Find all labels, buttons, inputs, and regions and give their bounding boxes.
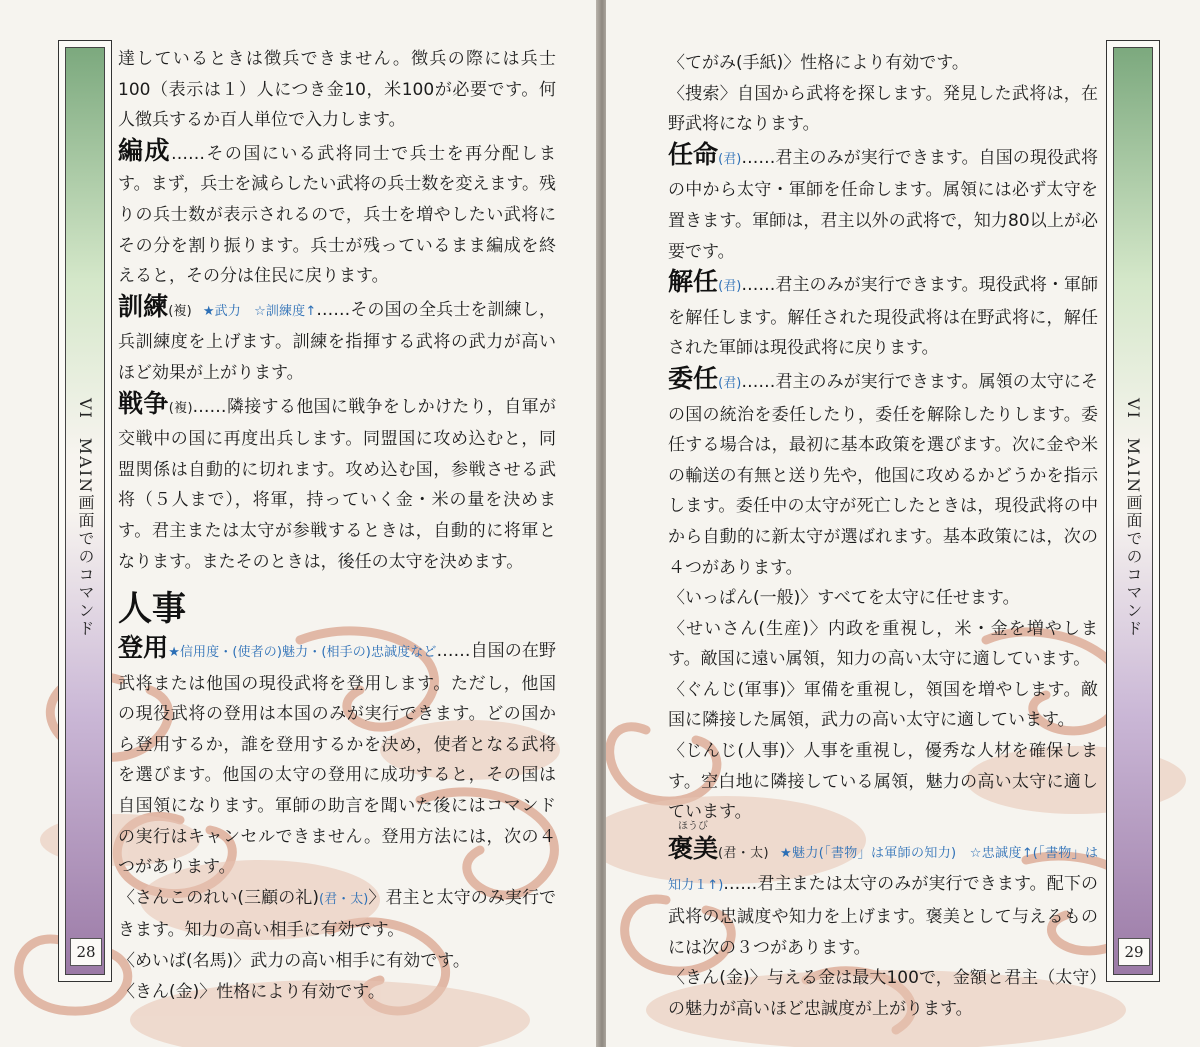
text-sankorei: 〉君主と太守のみ実行できます。知力の高い相手に有効です。 <box>118 887 557 941</box>
paragraph-hobi <box>668 820 1098 963</box>
text-hensei: ……その国にいる武将同士で兵士を再分配します。まず，兵士を減らしたい武将の兵士数を変えます。残りの兵士数が表示されるので，兵士を増やしたい武将にその分を割り振ります。兵士が残っているまま編成を終えると，その分は住民に戻ります。 <box>118 143 556 287</box>
paragraph-gunji: 〈ぐんじ(軍事)〉軍備を重視し，領国を増やします。敵国に隣接した属領，武力の高い太守に適しています。 <box>668 679 1098 731</box>
chapter-sidebar <box>1106 40 1160 982</box>
keyword-hobi: 褒美 <box>668 833 719 863</box>
paragraph-intro: 達しているときは徴兵できません。徴兵の際には兵士100（表示は１）人につき金10，米100が必要です。何人徴兵するか百人単位で入力します。 <box>118 49 556 131</box>
paragraph-ippan: 〈いっぱん(一般)〉すべてを太守に任せます。 <box>668 588 1020 609</box>
tag-senso: (複) <box>168 400 193 416</box>
tag-hobi: (君・太) <box>718 845 769 861</box>
paragraph-kin-left: 〈きん(金)〉性格により有効です。 <box>118 981 385 1002</box>
stat-hobi: ★魅力(「書物」は軍師の知力) ☆忠誠度↑(「書物」は知力１↑) <box>668 845 1098 894</box>
tag-ninmei: (君) <box>718 151 742 167</box>
furigana-hobi: ほうび <box>678 820 708 832</box>
keyword-hensei: 編成 <box>118 135 171 165</box>
label-sankorei: 〈さんこのれい(三顧の礼) <box>118 887 319 908</box>
right-body <box>668 48 1098 1024</box>
tag-inin: (君) <box>718 375 742 391</box>
keyword-inin: 委任 <box>668 363 719 393</box>
tag-kainin: (君) <box>718 279 742 295</box>
paragraph-kunren <box>118 292 556 389</box>
page-number: 28 <box>70 938 102 966</box>
paragraph-senso <box>118 389 556 578</box>
section-title: 人事 <box>118 589 186 630</box>
tag-kunren: (複) <box>168 303 192 319</box>
text-inin: ……君主のみが実行できます。属領の太守にその国の統治を委任したり，委任を解除したりします。委任する場合は，最初に基本政策を選びます。次に金や米の輸送の有無と送り先や，他国に攻めるかどうかを指示します。委任中の太守が死亡したときは，現役武将の中から自動的に新太守が選ばれます。基本政策には，次の４つがあります。 <box>668 371 1098 578</box>
paragraph-meiba: 〈めいば(名馬)〉武力の高い相手に有効です。 <box>118 951 470 972</box>
text-kainin: ……君主のみが実行できます。現役武将・軍師を解任します。解任された現役武将は在野武将に，解任された軍師は現役武将に戻ります。 <box>668 275 1098 359</box>
chapter-title: VI MAIN画面でのコマンド <box>1124 398 1143 639</box>
paragraph-kainin <box>668 267 1098 364</box>
tag-sankorei: (君・太) <box>318 891 369 907</box>
text-ninmei: ……君主のみが実行できます。自国の現役武将の中から太守・軍師を任命します。属領には必ず太守を置きます。軍師は，君主以外の武将で，知力80以上が必要です。 <box>668 147 1098 262</box>
stat-kunren: ★武力 ☆訓練度↑ <box>202 303 317 319</box>
ruby-hobi <box>668 820 719 868</box>
keyword-kainin: 解任 <box>668 267 719 297</box>
left-page <box>0 0 598 1047</box>
keyword-toyo: 登用 <box>118 633 169 663</box>
chapter-sidebar <box>58 40 112 982</box>
paragraph-seisan: 〈せいさん(生産)〉内政を重視し，米・金を増やします。敵国に遠い属領，知力の高い太守に適しています。 <box>668 618 1098 670</box>
text-hobi: ……君主または太守のみが実行できます。配下の武将の忠誠度や知力を上げます。褒美として与えるものには次の３つがあります。 <box>668 874 1098 958</box>
keyword-kunren: 訓練 <box>118 291 169 321</box>
chapter-bar <box>65 47 105 975</box>
paragraph-hensei <box>118 136 556 292</box>
paragraph-kin-right: 〈きん(金)〉与える金は最大100で，金額と君主（太守）の魅力が高いほど忠誠度が上がります。 <box>668 968 1098 1019</box>
text-kunren: ……その国の全兵士を訓練し，兵訓練度を上げます。訓練を指揮する武将の武力が高いほど効果が上がります。 <box>118 299 556 383</box>
chapter-bar <box>1113 47 1153 975</box>
page-number: 29 <box>1118 938 1150 966</box>
stat-toyo: ★信用度・(使者の)魅力・(相手の)忠誠度など <box>168 645 437 661</box>
paragraph-sankorei <box>118 883 556 946</box>
paragraph-sosaku: 〈捜索〉自国から武将を探します。発見した武将は，在野武将になります。 <box>668 83 1098 135</box>
text-senso: ……隣接する他国に戦争をしかけたり，自軍が交戦中の国に再度出兵します。同盟国に攻め込むと，同盟関係は自動的に切れます。攻め込む国，参戦させる武将（５人まで），将軍，持っていく金・米の量を決めます。君主または太守が参戦するときは，自動的に将軍となります。またそのときは，後任の太守を決めます。 <box>118 396 556 572</box>
paragraph-toyo <box>118 633 556 883</box>
text-toyo: ……自国の在野武将または他国の現役武将を登用します。ただし，他国の現役武将の登用は本国のみが実行できます。どの国から登用するか，誰を登用するかを決め，使者となる武将を選びます。他国の太守の登用に成功すると，その国は自国領になります。軍師の助言を聞いた後にはコマンドの実行はキャンセルできません。登用方法には，次の４つがあります。 <box>118 641 556 878</box>
paragraph-inin <box>668 364 1098 583</box>
left-body <box>118 44 556 1007</box>
paragraph-tegami: 〈てがみ(手紙)〉性格により有効です。 <box>668 53 969 73</box>
keyword-ninmei: 任命 <box>668 139 719 169</box>
chapter-title: VI MAIN画面でのコマンド <box>76 398 95 639</box>
right-page <box>606 0 1200 1047</box>
keyword-senso: 戦争 <box>118 388 169 418</box>
paragraph-jinji: 〈じんじ(人事)〉人事を重視し，優秀な人材を確保します。空白地に隣接している属領，魅力の高い太守に適しています。 <box>668 741 1098 823</box>
paragraph-ninmei <box>668 140 1098 267</box>
